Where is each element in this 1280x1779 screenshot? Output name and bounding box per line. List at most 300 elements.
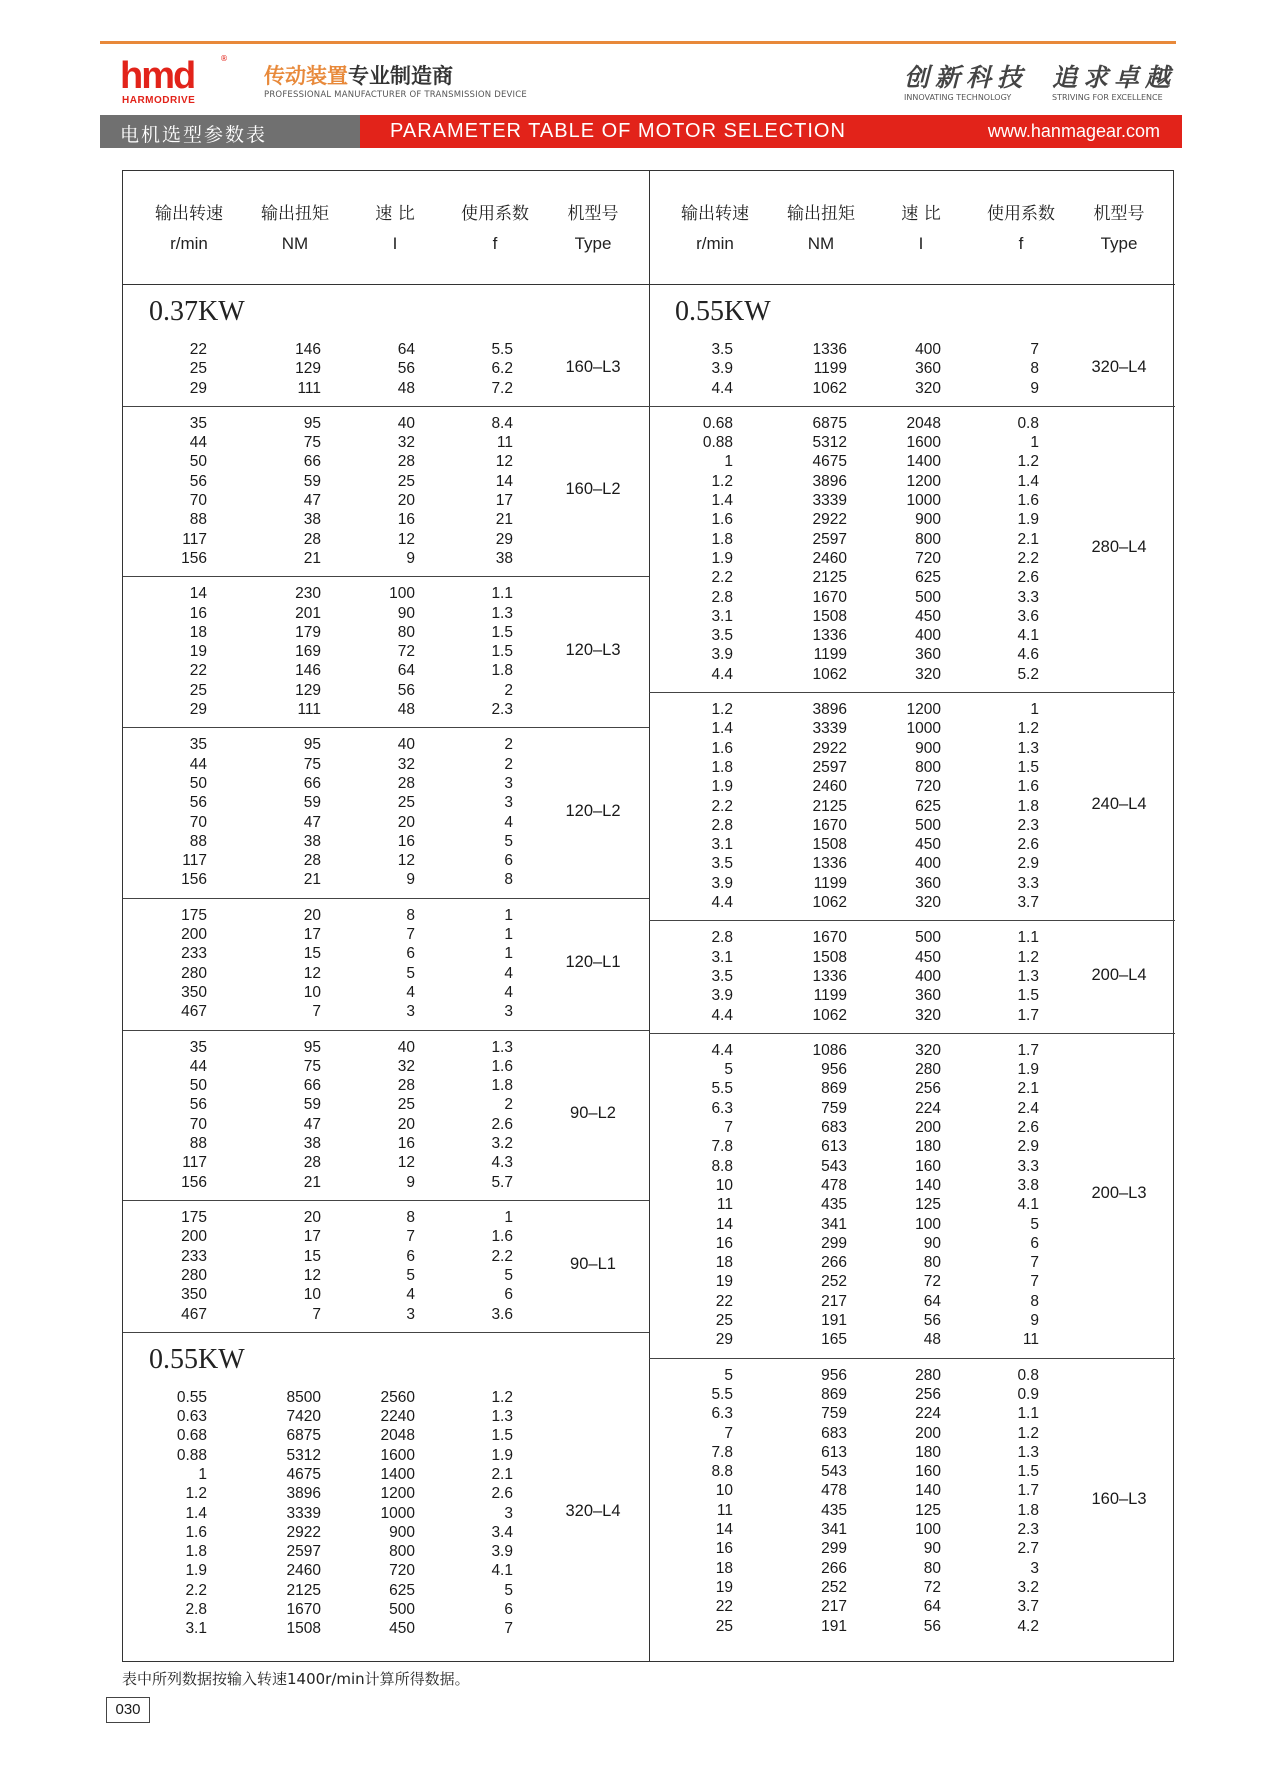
cell-ratio: 1000: [906, 492, 941, 510]
cell-ratio: 400: [915, 855, 941, 873]
cell-torque: 869: [821, 1080, 847, 1098]
cell-ratio: 360: [915, 987, 941, 1005]
cell-factor: 29: [495, 530, 513, 548]
cell-torque: 1062: [812, 379, 847, 397]
cell-speed: 10: [715, 1482, 733, 1500]
table-row: [649, 700, 1175, 719]
cell-speed: 18: [715, 1559, 733, 1577]
cell-factor: 2: [504, 736, 513, 754]
cell-ratio: 56: [397, 360, 415, 378]
cell-factor: 1: [504, 945, 513, 963]
table-row: [123, 700, 649, 719]
cell-torque: 299: [821, 1234, 847, 1252]
cell-torque: 869: [821, 1385, 847, 1403]
cell-model-type: 90–L1: [570, 1254, 616, 1273]
cell-ratio: 1400: [906, 453, 941, 471]
type-group-320–L4: [123, 1332, 649, 1647]
cell-ratio: 12: [397, 1154, 415, 1172]
cell-factor: 7.2: [491, 379, 513, 397]
header-factor: [440, 199, 550, 259]
table-row: [649, 1539, 1175, 1558]
cell-ratio: 90: [397, 604, 415, 622]
header-speed-unit: r/min: [170, 234, 208, 253]
slogan-innovating-en: INNOVATING TECHNOLOGY: [904, 93, 1012, 102]
table-row: [123, 379, 649, 398]
cell-ratio: 32: [397, 1057, 415, 1075]
cell-ratio: 64: [923, 1292, 941, 1310]
cell-factor: 1.5: [1017, 1463, 1039, 1481]
table-row: [123, 1600, 649, 1619]
cell-factor: 11: [496, 434, 513, 452]
cell-factor: 7: [1030, 341, 1039, 358]
table-row: [123, 452, 649, 471]
type-group-160–L2: [123, 406, 649, 577]
cell-ratio: 2048: [380, 1427, 415, 1445]
cell-speed: 3.9: [711, 360, 733, 378]
cell-speed: 3.5: [711, 627, 733, 645]
cell-ratio: 16: [397, 832, 415, 850]
cell-factor: 1.2: [1017, 948, 1039, 966]
table-row: [649, 1137, 1175, 1156]
table-row: [123, 1134, 649, 1153]
cell-speed: 18: [189, 623, 207, 641]
table-row: [649, 452, 1175, 471]
cell-torque: 2597: [812, 530, 847, 548]
table-row: [649, 1578, 1175, 1597]
cell-ratio: 25: [397, 1096, 415, 1114]
type-group-200–L4: [649, 920, 1175, 1034]
cell-factor: 1.6: [491, 1228, 513, 1246]
cell-factor: 5.7: [491, 1173, 513, 1191]
cell-speed: 2.8: [711, 929, 733, 947]
cell-torque: 146: [295, 662, 321, 680]
cell-factor: 3.4: [491, 1523, 513, 1541]
cell-model-type: 200–L3: [1091, 1184, 1147, 1203]
cell-ratio: 400: [915, 627, 941, 645]
table-row: [123, 623, 649, 642]
cell-factor: 1.2: [1017, 453, 1039, 471]
cell-factor: 3: [504, 1504, 513, 1522]
table-row: [649, 472, 1175, 491]
cell-speed: 1.2: [711, 701, 733, 719]
cell-factor: 17: [495, 492, 513, 510]
cell-speed: 467: [181, 1305, 207, 1323]
cell-speed: 4.4: [711, 665, 733, 683]
cell-torque: 4675: [812, 453, 847, 471]
cell-factor: 3: [504, 774, 513, 792]
cell-ratio: 140: [915, 1482, 941, 1500]
table-row: [649, 1253, 1175, 1272]
cell-factor: 3.6: [491, 1305, 513, 1323]
header-model-unit: Type: [574, 234, 612, 253]
cell-ratio: 400: [915, 967, 941, 985]
cell-ratio: 1400: [380, 1465, 415, 1483]
cell-torque: 20: [303, 1209, 321, 1226]
cell-speed: 200: [181, 1228, 207, 1246]
cell-speed: 25: [189, 360, 207, 378]
cell-speed: 35: [189, 1038, 207, 1056]
cell-factor: 5: [1030, 1215, 1039, 1233]
cell-speed: 56: [189, 1096, 207, 1114]
cell-speed: 22: [715, 1292, 733, 1310]
cell-torque: 38: [303, 511, 321, 529]
cell-torque: 95: [303, 736, 321, 754]
cell-ratio: 500: [389, 1601, 415, 1619]
cell-speed: 2.2: [711, 797, 733, 815]
cell-speed: 29: [715, 1331, 733, 1349]
cell-ratio: 64: [397, 341, 415, 358]
header-model-cn: 机型号: [1093, 204, 1145, 224]
cell-torque: 1336: [812, 855, 847, 873]
header-torque-cn: 输出扭矩: [261, 204, 329, 224]
cell-ratio: 160: [915, 1463, 941, 1481]
cell-torque: 146: [295, 341, 321, 358]
cell-ratio: 900: [915, 739, 941, 757]
cell-ratio: 280: [915, 1366, 941, 1384]
cell-ratio: 360: [915, 360, 941, 378]
cell-speed: 1.6: [711, 739, 733, 757]
cell-factor: 7: [1030, 1254, 1039, 1272]
cell-speed: 19: [715, 1578, 733, 1596]
cell-torque: 59: [303, 472, 321, 490]
cell-ratio: 8: [406, 906, 415, 924]
cell-speed: 1: [198, 1465, 207, 1483]
cell-speed: 3.5: [711, 967, 733, 985]
cell-ratio: 56: [923, 1312, 941, 1330]
cell-factor: 2.7: [1017, 1540, 1039, 1558]
cell-speed: 3.9: [711, 874, 733, 892]
table-column-left: [123, 171, 650, 1661]
cell-torque: 1508: [812, 836, 847, 854]
cell-torque: 5312: [286, 1446, 321, 1464]
cell-torque: 1336: [812, 627, 847, 645]
cell-ratio: 224: [915, 1099, 941, 1117]
cell-ratio: 7: [406, 1228, 415, 1246]
table-row: [649, 379, 1175, 398]
header-torque-unit: NM: [281, 234, 309, 253]
cell-ratio: 450: [915, 836, 941, 854]
cell-ratio: 100: [389, 585, 415, 603]
cell-ratio: 1000: [380, 1504, 415, 1522]
table-row: [649, 1385, 1175, 1404]
cell-ratio: 28: [397, 453, 415, 471]
cell-speed: 5: [724, 1366, 733, 1384]
cell-torque: 95: [303, 414, 321, 432]
cell-speed: 2.2: [711, 569, 733, 587]
cell-ratio: 800: [915, 530, 941, 548]
cell-factor: 4.3: [491, 1154, 513, 1172]
cell-ratio: 20: [397, 813, 415, 831]
cell-speed: 280: [181, 1266, 207, 1284]
type-group-160–L3: [123, 284, 649, 407]
table-row: [123, 604, 649, 623]
cell-factor: 1.1: [1017, 929, 1039, 947]
table-row: [649, 928, 1175, 947]
cell-factor: 1: [504, 926, 513, 944]
table-row: [649, 835, 1175, 854]
cell-torque: 10: [303, 1286, 321, 1304]
cell-ratio: 40: [397, 736, 415, 754]
cell-speed: 175: [181, 1209, 207, 1226]
cell-speed: 7.8: [711, 1443, 733, 1461]
cell-ratio: 3: [406, 1003, 415, 1021]
cell-speed: 6.3: [711, 1405, 733, 1423]
cell-model-type: 200–L4: [1091, 965, 1147, 984]
type-group-200–L3: [649, 1033, 1175, 1359]
cell-ratio: 2560: [380, 1388, 415, 1406]
cell-factor: 1.3: [1017, 967, 1039, 985]
header-torque: [240, 199, 350, 259]
table-row: [123, 1446, 649, 1465]
cell-torque: 1199: [813, 360, 847, 378]
cell-torque: 543: [821, 1157, 847, 1175]
cell-factor: 6.2: [491, 360, 513, 378]
header-model-unit: Type: [1100, 234, 1138, 253]
table-row: [123, 1002, 649, 1021]
cell-factor: 0.8: [1017, 1366, 1039, 1384]
cell-ratio: 1600: [380, 1446, 415, 1464]
table-row: [649, 1006, 1175, 1025]
brand-tagline-en: PROFESSIONAL MANUFACTURER OF TRANSMISSION DEVICE: [264, 90, 527, 100]
cell-factor: 4: [504, 813, 513, 831]
cell-speed: 5: [724, 1061, 733, 1079]
cell-speed: 156: [181, 549, 207, 567]
table-row: [123, 414, 649, 433]
title-cn: 电机选型参数表: [120, 124, 268, 146]
cell-ratio: 200: [915, 1119, 941, 1137]
cell-factor: 6: [504, 852, 513, 870]
cell-speed: 1.9: [711, 549, 733, 567]
cell-factor: 2.1: [1017, 530, 1039, 548]
cell-ratio: 1600: [906, 434, 941, 452]
cell-torque: 129: [295, 681, 321, 699]
table-row: [649, 1079, 1175, 1098]
cell-factor: 14: [495, 472, 513, 490]
cell-torque: 230: [295, 585, 321, 603]
cell-factor: 4.1: [1017, 1196, 1039, 1214]
cell-speed: 7: [724, 1119, 733, 1137]
cell-factor: 6: [504, 1601, 513, 1619]
cell-factor: 2: [504, 681, 513, 699]
table-row: [649, 893, 1175, 912]
cell-speed: 4.4: [711, 1041, 733, 1059]
cell-speed: 22: [715, 1598, 733, 1616]
cell-ratio: 2240: [380, 1408, 415, 1426]
cell-speed: 11: [716, 1501, 733, 1519]
cell-factor: 1.5: [491, 643, 513, 661]
cell-speed: 3.9: [711, 646, 733, 664]
table-row: [123, 774, 649, 793]
cell-torque: 47: [303, 492, 321, 510]
cell-ratio: 625: [915, 569, 941, 587]
cell-speed: 7.8: [711, 1138, 733, 1156]
cell-torque: 165: [821, 1331, 847, 1349]
cell-ratio: 56: [397, 681, 415, 699]
cell-torque: 38: [303, 832, 321, 850]
cell-factor: 1.8: [1017, 797, 1039, 815]
cell-ratio: 28: [397, 1077, 415, 1095]
table-row: [123, 584, 649, 603]
cell-ratio: 1200: [380, 1485, 415, 1503]
cell-ratio: 80: [397, 623, 415, 641]
cell-torque: 6875: [286, 1427, 321, 1445]
cell-ratio: 900: [389, 1523, 415, 1541]
table-row: [123, 983, 649, 1002]
cell-speed: 0.68: [702, 414, 733, 432]
cell-factor: 5: [504, 1266, 513, 1284]
cell-speed: 16: [715, 1540, 733, 1558]
cell-factor: 7: [1030, 1273, 1039, 1291]
cell-factor: 1.2: [491, 1388, 513, 1406]
table-row: [649, 986, 1175, 1005]
cell-factor: 3.6: [1017, 607, 1039, 625]
cell-ratio: 12: [397, 530, 415, 548]
table-row: [649, 719, 1175, 738]
cell-speed: 233: [181, 945, 207, 963]
cell-ratio: 320: [915, 665, 941, 683]
cell-torque: 20: [303, 906, 321, 924]
header-ratio-unit: I: [392, 234, 398, 253]
cell-ratio: 320: [915, 894, 941, 912]
table-header-right: [649, 171, 1175, 285]
cell-factor: 4: [504, 983, 513, 1001]
type-group-320–L4: [649, 284, 1175, 407]
type-group-120–L2: [123, 727, 649, 898]
cell-torque: 191: [821, 1617, 847, 1635]
cell-torque: 38: [303, 1135, 321, 1153]
cell-factor: 5.2: [1017, 665, 1039, 683]
cell-torque: 2125: [812, 569, 847, 587]
type-group-120–L1: [123, 898, 649, 1031]
page-number: 030: [106, 1697, 150, 1723]
table-row: [649, 433, 1175, 452]
cell-torque: 2460: [286, 1562, 321, 1580]
cell-speed: 8.8: [711, 1463, 733, 1481]
cell-factor: 2: [504, 755, 513, 773]
cell-speed: 19: [189, 643, 207, 661]
table-row: [123, 1619, 649, 1638]
brand-tagline: [264, 60, 453, 90]
cell-torque: 1199: [813, 987, 847, 1005]
cell-factor: 1.4: [1017, 472, 1039, 490]
cell-torque: 59: [303, 794, 321, 812]
cell-torque: 28: [303, 530, 321, 548]
cell-factor: 1.1: [491, 585, 513, 603]
cell-factor: 3: [504, 1003, 513, 1021]
cell-speed: 117: [182, 530, 207, 548]
cell-factor: 1.3: [491, 604, 513, 622]
cell-factor: 12: [495, 453, 513, 471]
cell-factor: 6: [1030, 1234, 1039, 1252]
cell-ratio: 625: [915, 797, 941, 815]
cell-torque: 2125: [812, 797, 847, 815]
cell-factor: 1.8: [1017, 1501, 1039, 1519]
cell-factor: 3.7: [1017, 1598, 1039, 1616]
cell-torque: 201: [295, 604, 321, 622]
header-speed: [660, 199, 770, 259]
cell-speed: 35: [189, 736, 207, 754]
table-row: [649, 948, 1175, 967]
table-row: [123, 832, 649, 851]
cell-factor: 3.7: [1017, 894, 1039, 912]
cell-ratio: 20: [397, 1115, 415, 1133]
table-row: [123, 1388, 649, 1407]
cell-speed: 88: [189, 832, 207, 850]
header-torque-cn: 输出扭矩: [787, 204, 855, 224]
cell-speed: 0.63: [176, 1408, 207, 1426]
power-section-title: 0.55KW: [675, 296, 771, 327]
cell-speed: 19: [715, 1273, 733, 1291]
cell-factor: 2.2: [491, 1247, 513, 1265]
cell-speed: 10: [715, 1176, 733, 1194]
cell-factor: 1: [504, 1209, 513, 1226]
cell-ratio: 720: [389, 1562, 415, 1580]
cell-torque: 266: [821, 1254, 847, 1272]
table-row: [649, 1157, 1175, 1176]
table-row: [649, 491, 1175, 510]
cell-speed: 29: [189, 701, 207, 719]
cell-factor: 3.9: [491, 1543, 513, 1561]
cell-ratio: 160: [915, 1157, 941, 1175]
cell-speed: 25: [715, 1617, 733, 1635]
header-speed: [134, 199, 244, 259]
cell-ratio: 9: [406, 549, 415, 567]
cell-speed: 1.8: [711, 758, 733, 776]
cell-speed: 22: [189, 662, 207, 680]
table-row: [649, 1060, 1175, 1079]
cell-torque: 7420: [286, 1408, 321, 1426]
cell-torque: 12: [303, 964, 321, 982]
table-row: [123, 433, 649, 452]
cell-ratio: 6: [406, 945, 415, 963]
cell-torque: 169: [295, 643, 321, 661]
cell-torque: 1062: [812, 1006, 847, 1024]
table-row: [649, 1424, 1175, 1443]
table-row: [649, 665, 1175, 684]
cell-factor: 3: [504, 794, 513, 812]
cell-factor: 8: [504, 871, 513, 889]
cell-torque: 21: [303, 1173, 321, 1191]
cell-torque: 2597: [812, 758, 847, 776]
cell-torque: 2922: [812, 511, 847, 529]
website-url: www.hanmagear.com: [987, 121, 1160, 141]
table-row: [649, 1559, 1175, 1578]
header-model-cn: 机型号: [567, 204, 619, 224]
cell-torque: 8500: [286, 1388, 321, 1406]
table-row: [649, 414, 1175, 433]
cell-model-type: 120–L3: [565, 640, 621, 659]
cell-factor: 0.9: [1017, 1385, 1039, 1403]
cell-speed: 50: [189, 774, 207, 792]
cell-torque: 28: [303, 1154, 321, 1172]
table-row: [123, 755, 649, 774]
cell-ratio: 200: [915, 1424, 941, 1442]
type-group-280–L4: [649, 406, 1175, 693]
cell-factor: 5: [504, 832, 513, 850]
cell-factor: 1.3: [491, 1038, 513, 1056]
cell-factor: 1.5: [1017, 987, 1039, 1005]
cell-speed: 3.1: [711, 607, 733, 625]
cell-torque: 66: [303, 1077, 321, 1095]
cell-torque: 7: [312, 1003, 321, 1021]
slogan-innovating: 创新科技: [904, 63, 1029, 92]
table-row: [649, 607, 1175, 626]
header-factor: [966, 199, 1076, 259]
cell-torque: 6875: [812, 414, 847, 432]
cell-ratio: 500: [915, 816, 941, 834]
cell-torque: 2597: [286, 1543, 321, 1561]
cell-factor: 1.8: [491, 662, 513, 680]
